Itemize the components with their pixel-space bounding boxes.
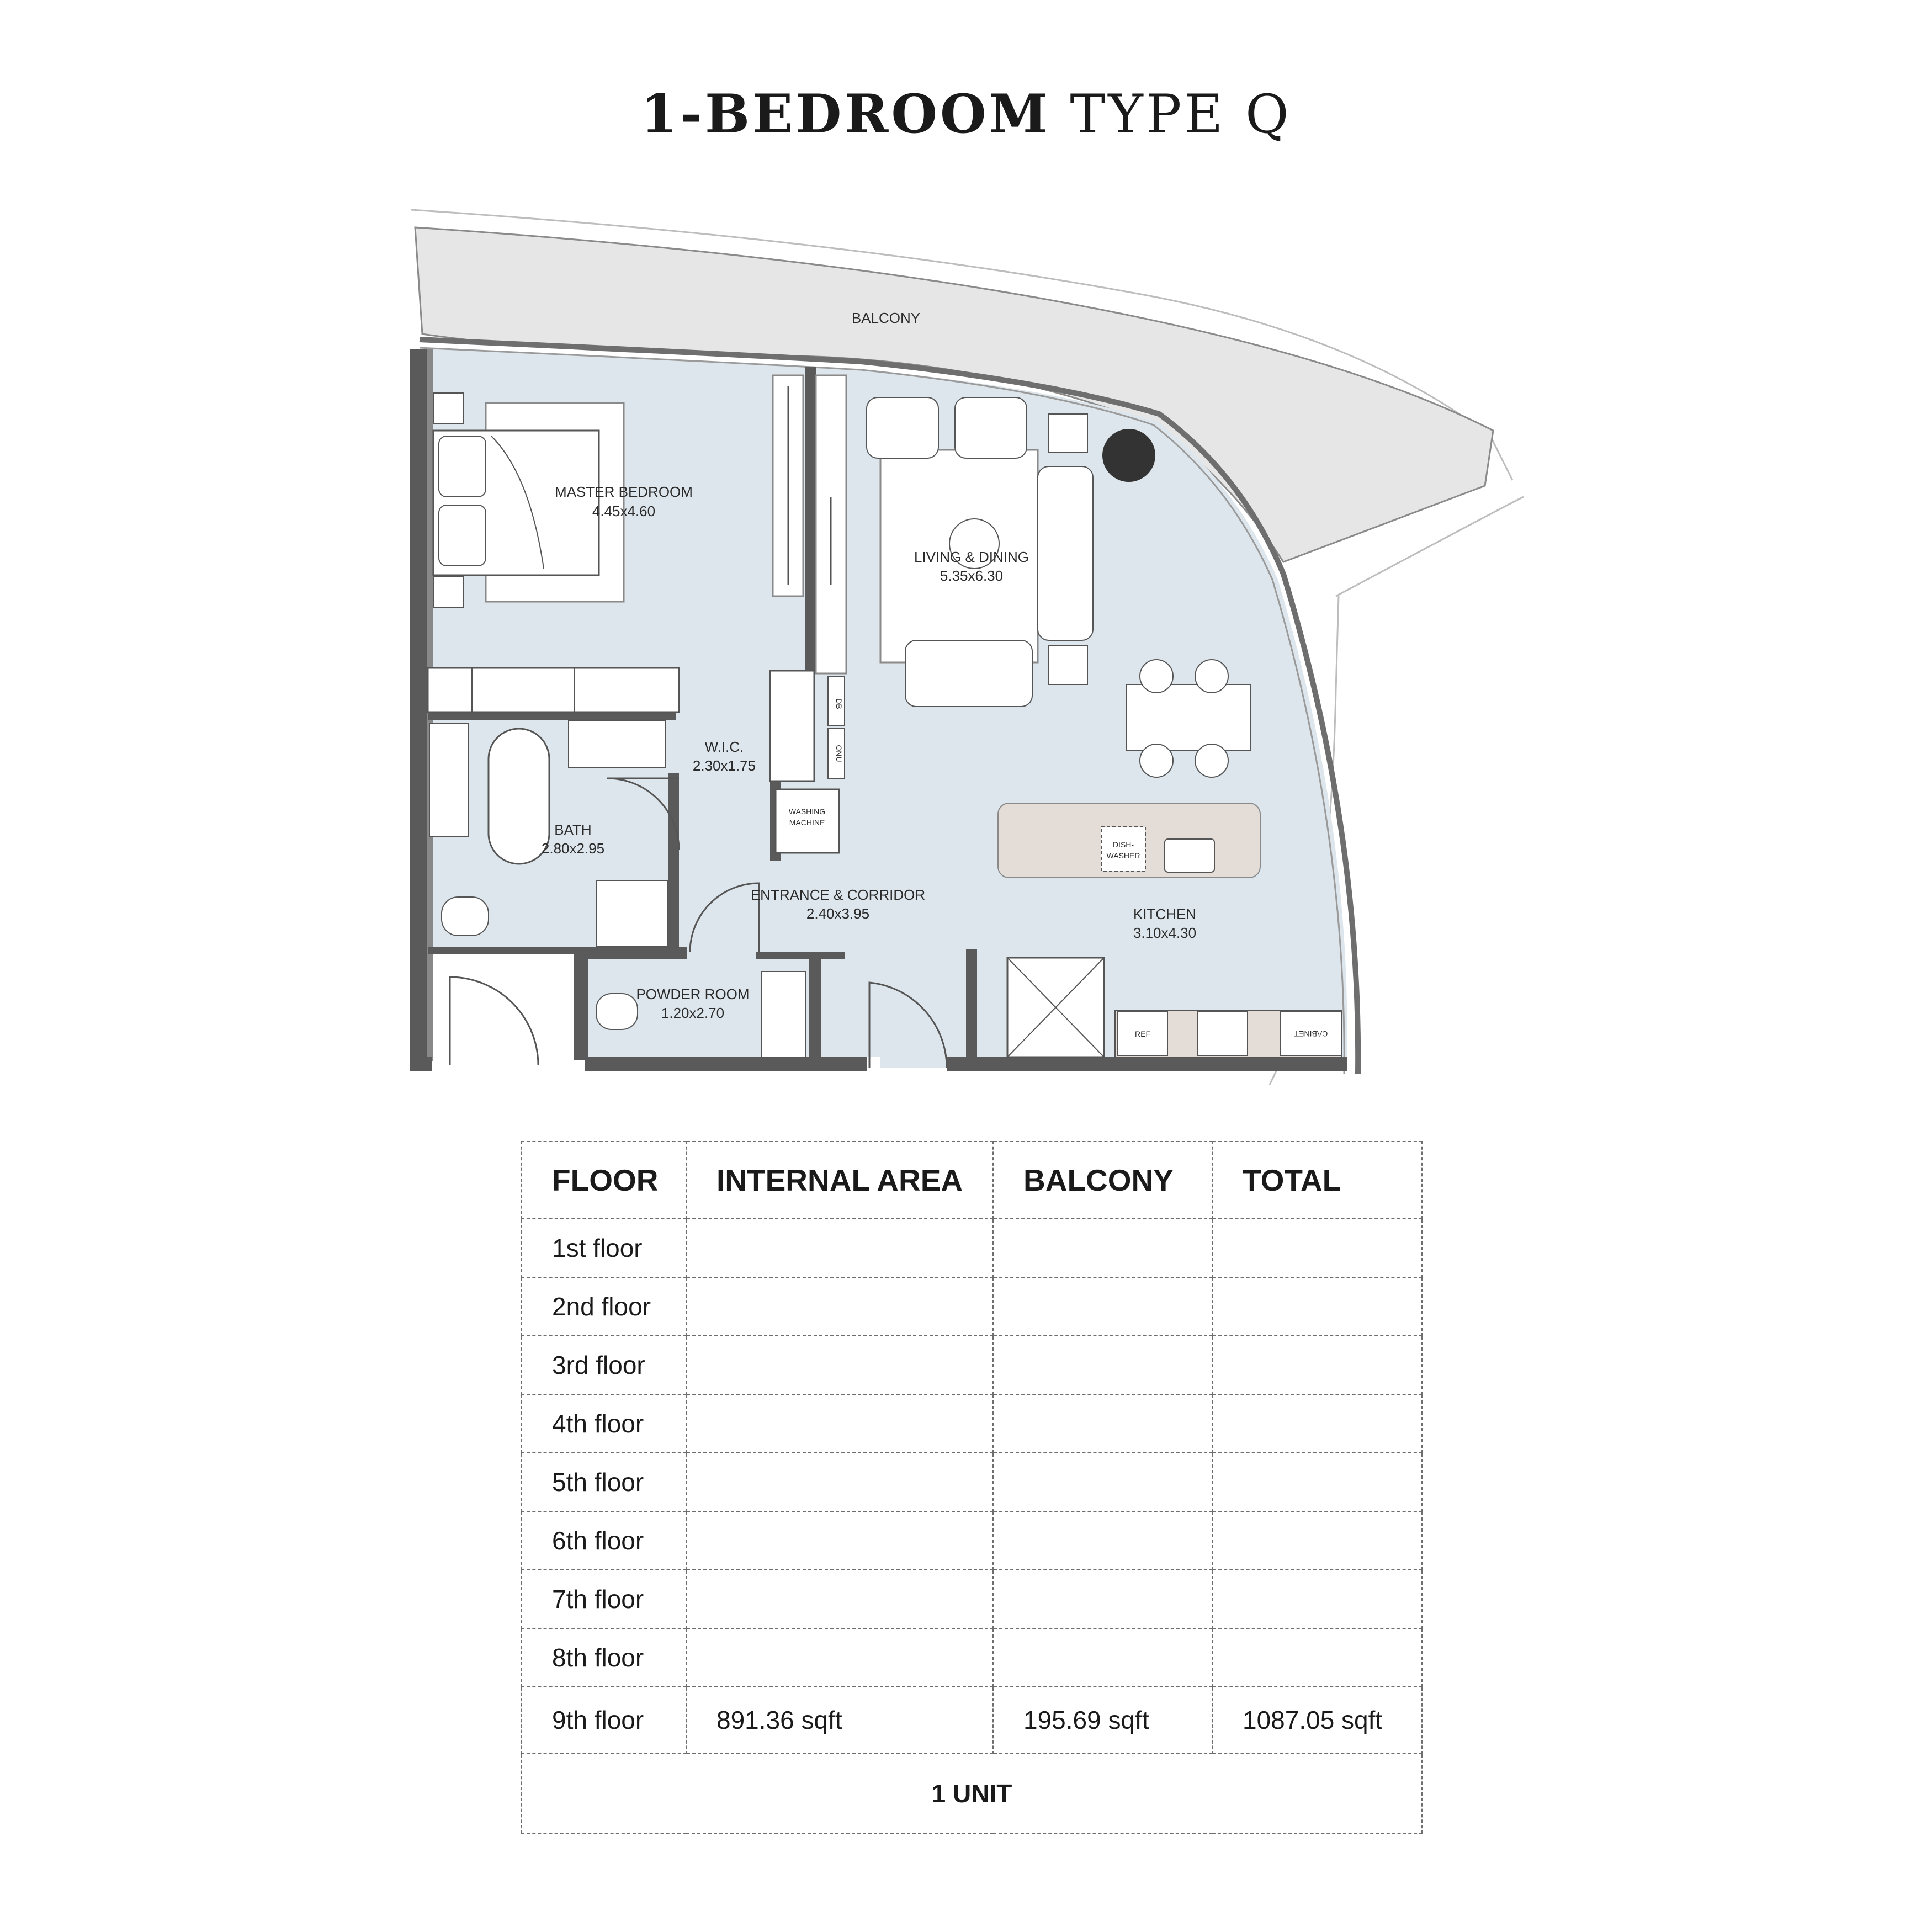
south-wall-mid (585, 1057, 867, 1071)
room-size-bath: 2.80x2.95 (541, 840, 605, 857)
table-cell: 891.36 sqft (686, 1687, 993, 1754)
shower (429, 723, 468, 836)
laundry-cabinet (770, 671, 814, 781)
table-cell (686, 1219, 993, 1277)
sink-cabinet (596, 880, 668, 947)
table-cell (993, 1394, 1212, 1453)
south-wall-right (947, 1057, 1347, 1071)
powder-top-wall (588, 952, 687, 959)
room-size-kitchen: 3.10x4.30 (1133, 925, 1197, 941)
dining-chair (1195, 744, 1228, 777)
dining-chair (1195, 660, 1228, 693)
table-cell: 2nd floor (522, 1277, 686, 1336)
table-cell (686, 1277, 993, 1336)
fixture-label-ref: REF (1135, 1029, 1150, 1038)
table-cell (1212, 1394, 1422, 1453)
column-header: FLOOR (522, 1142, 686, 1219)
room-label-master-bedroom: MASTER BEDROOM (555, 484, 693, 500)
column-header: TOTAL (1212, 1142, 1422, 1219)
armchair (867, 397, 938, 458)
table-cell: 195.69 sqft (993, 1687, 1212, 1754)
room-label-balcony: BALCONY (851, 310, 921, 326)
pillow (439, 505, 486, 566)
unit-count: 1 UNIT (522, 1754, 1422, 1833)
table-cell (686, 1628, 993, 1687)
room-size-powder: 1.20x2.70 (661, 1005, 725, 1021)
table-cell (686, 1336, 993, 1394)
table-cell: 7th floor (522, 1570, 686, 1628)
table-row (522, 1628, 1422, 1687)
table-footer-row (522, 1754, 1422, 1833)
entrance-door-swing (450, 977, 538, 1065)
column-header: INTERNAL AREA (686, 1142, 993, 1219)
table-row (522, 1453, 1422, 1511)
powder-toilet (596, 994, 638, 1029)
wic-closet (428, 668, 679, 712)
room-label-powder: POWDER ROOM (636, 986, 750, 1002)
fixture-label-db: DB (835, 698, 843, 709)
table-cell: 6th floor (522, 1511, 686, 1570)
table-cell: 9th floor (522, 1687, 686, 1754)
powder-left-wall (574, 952, 588, 1060)
column-header: BALCONY (993, 1142, 1212, 1219)
toilet (442, 897, 489, 936)
table-row (522, 1277, 1422, 1336)
title-light: TYPE Q (1070, 83, 1292, 145)
dining-chair (1140, 660, 1173, 693)
room-label-kitchen: KITCHEN (1133, 906, 1197, 922)
fixture-label-cabinet: CABINET (1294, 1029, 1328, 1038)
fixture-label-machine: MACHINE (789, 818, 825, 827)
table-cell (1212, 1277, 1422, 1336)
table-row (522, 1570, 1422, 1628)
fixture-label-washing: WASHING (788, 807, 826, 816)
table-cell (993, 1277, 1212, 1336)
table-cell (993, 1219, 1212, 1277)
fixture-label-onu: ONU (835, 745, 843, 762)
sofa-bottom (905, 640, 1032, 707)
table-cell (993, 1628, 1212, 1687)
nightstand (433, 577, 464, 607)
sofa (1038, 466, 1093, 640)
table-row (522, 1511, 1422, 1570)
structural-column (1102, 429, 1155, 482)
pillow (439, 436, 486, 497)
title-bold: 1-BEDROOM (640, 83, 1050, 145)
table-cell (1212, 1570, 1422, 1628)
table-row (522, 1394, 1422, 1453)
table-cell (993, 1336, 1212, 1394)
table-cell (686, 1570, 993, 1628)
fixture-label-dish: DISH- (1112, 840, 1134, 849)
table-cell (993, 1570, 1212, 1628)
island-sink (1165, 839, 1214, 872)
table-cell (1212, 1336, 1422, 1394)
table-header-row (522, 1142, 1422, 1219)
table-cell: 4th floor (522, 1394, 686, 1453)
table-row (522, 1219, 1422, 1277)
table-cell (686, 1453, 993, 1511)
table-cell (1212, 1511, 1422, 1570)
table-cell: 1st floor (522, 1219, 686, 1277)
kitchen-shaft-wall (966, 949, 977, 1060)
table-cell (686, 1511, 993, 1570)
table-cell: 8th floor (522, 1628, 686, 1687)
bathtub (489, 729, 549, 864)
fixture-label-washer: WASHER (1106, 851, 1140, 860)
dining-chair (1140, 744, 1173, 777)
room-label-wic: W.I.C. (704, 739, 744, 755)
west-wall (410, 349, 427, 1061)
table-cell (1212, 1628, 1422, 1687)
bath-side-wall (668, 773, 679, 947)
table-row (522, 1336, 1422, 1394)
room-label-bath: BATH (554, 821, 592, 838)
cooktop (1198, 1011, 1248, 1055)
side-table (1049, 646, 1087, 684)
table-row (522, 1687, 1422, 1754)
armchair (955, 397, 1027, 458)
table-cell (1212, 1453, 1422, 1511)
nightstand (433, 393, 464, 423)
table-cell (1212, 1219, 1422, 1277)
table-cell (686, 1394, 993, 1453)
room-label-entrance: ENTRANCE & CORRIDOR (750, 887, 926, 903)
room-label-living-dining: LIVING & DINING (914, 549, 1029, 565)
dishwasher (1101, 827, 1145, 871)
powder-sink (762, 972, 806, 1057)
powder-right-wall (809, 952, 821, 1060)
room-size-entrance: 2.40x3.95 (806, 905, 870, 922)
table-cell: 1087.05 sqft (1212, 1687, 1422, 1754)
bedroom-wall (805, 367, 816, 673)
side-table (1049, 414, 1087, 453)
south-wall-left (410, 1057, 432, 1071)
room-size-master-bedroom: 4.45x4.60 (592, 503, 656, 519)
dining-table (1126, 684, 1250, 751)
bath-top-wall (428, 712, 676, 720)
corridor-wall (756, 952, 845, 959)
table-cell: 3rd floor (522, 1336, 686, 1394)
table-cell: 5th floor (522, 1453, 686, 1511)
area-table (521, 1141, 1423, 1834)
table-cell (993, 1511, 1212, 1570)
table-cell (993, 1453, 1212, 1511)
vanity (569, 720, 665, 767)
room-size-living-dining: 5.35x6.30 (940, 567, 1004, 584)
room-size-wic: 2.30x1.75 (692, 757, 756, 774)
